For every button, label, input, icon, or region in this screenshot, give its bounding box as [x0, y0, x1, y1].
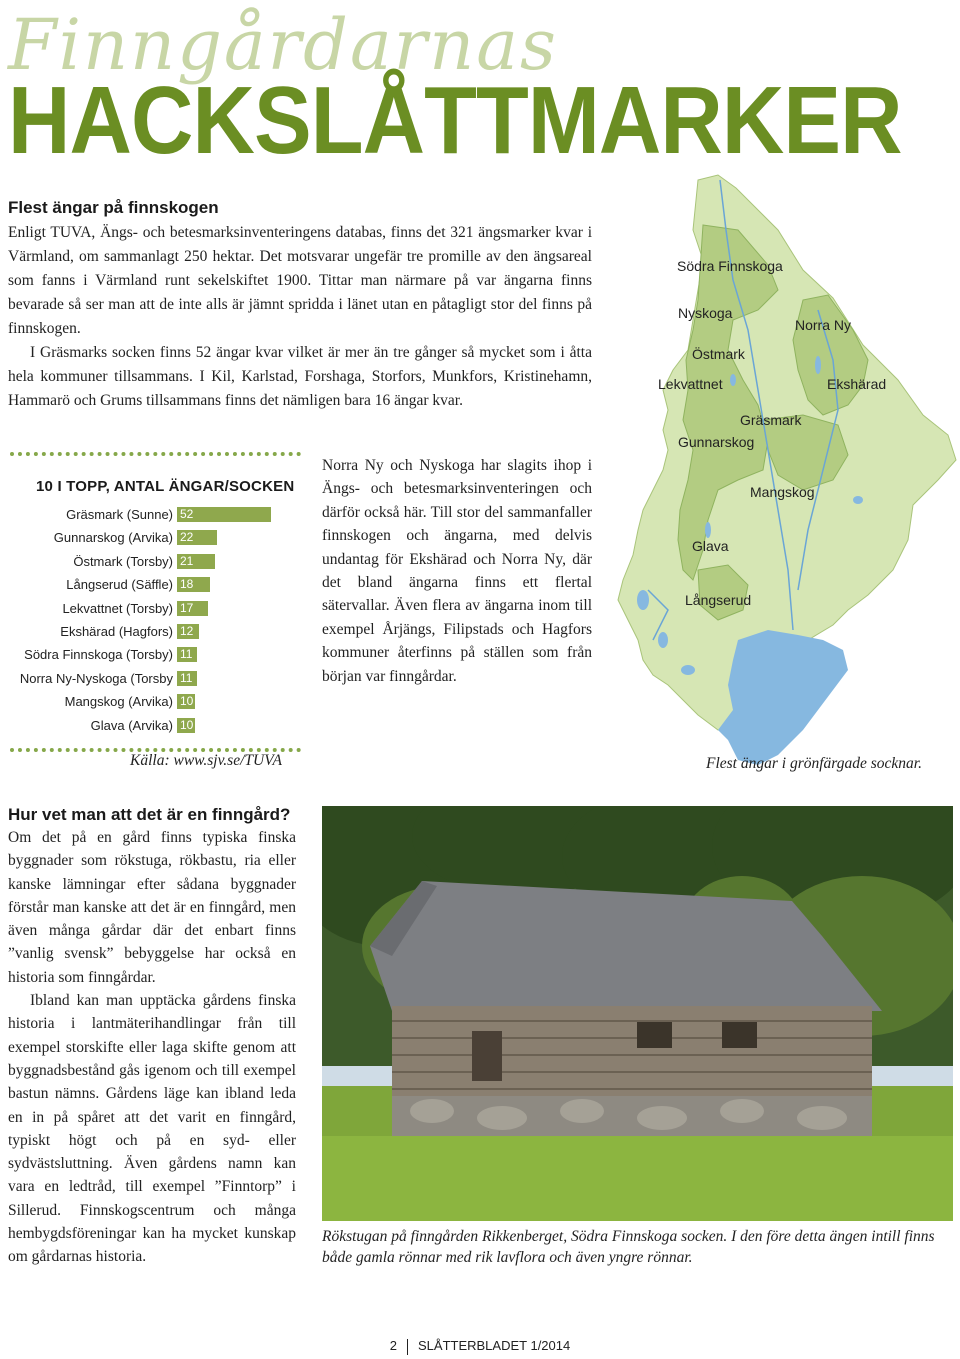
bar-track — [177, 554, 271, 569]
bar — [177, 577, 210, 592]
bar-row — [0, 623, 300, 641]
map-label-ostmark: Östmark — [692, 346, 745, 362]
intro-body — [8, 221, 592, 413]
map-label-langserud: Långserud — [685, 592, 752, 608]
bar-track — [177, 671, 271, 686]
bar-row — [0, 576, 300, 594]
rokstuga-photo — [322, 806, 953, 1221]
map-label-gunnarskog: Gunnarskog — [678, 434, 755, 450]
map-graphic — [608, 170, 960, 770]
bar-label: Östmark (Torsby) — [73, 553, 173, 569]
map-label-mangskog: Mangskog — [750, 484, 815, 500]
top10-bar-chart — [0, 506, 300, 738]
bar — [177, 694, 195, 709]
intro-paragraph: Enligt TUVA, Ängs- och betesmarksinventeringens databas, finns det 321 ängsmarker kvar i Värmland, om sammanlagt 250 hektar. Det motsvarar ungefär tre promille av den ängsareal som fanns i Värmland runt sekelskiftet 1900. Tittar man närmare på var ängarna finns bevarade så ser man att de inte alls är jämnt spridda i länet utan en påtagligt stor del finns på finnskogen. — [8, 224, 592, 337]
page-footer — [0, 1338, 960, 1355]
photo-caption: Rökstugan på finngården Rikkenberget, Södra Finnskoga socken. I den före detta ängen intill finns både gamla rönnar med rik lavflora och även yngre rönnar. — [322, 1228, 935, 1266]
map-label-eksharad: Ekshärad — [827, 376, 887, 392]
bar-label: Gräsmark (Sunne) — [66, 507, 173, 522]
bar-label: Gunnarskog (Arvika) — [53, 530, 173, 546]
finngard-heading: Hur vet man att det är en finngård? — [8, 805, 291, 824]
bar-label: Södra Finnskoga (Torsby) — [24, 647, 173, 663]
bar-row — [0, 529, 300, 547]
bar-row — [0, 646, 300, 664]
bar-track — [177, 694, 271, 709]
top10-source: Källa: www.sjv.se/TUVA — [130, 752, 282, 769]
bar-value-label: 18 — [180, 577, 194, 592]
finngard-body — [8, 826, 296, 1269]
bar-label: Långserud (Säffle) — [66, 577, 173, 593]
bar-track — [177, 577, 271, 592]
bar-row — [0, 553, 300, 571]
bar-row — [0, 693, 300, 711]
bar — [177, 647, 197, 662]
bar-row — [0, 717, 300, 735]
map-label-lekvattnet: Lekvattnet — [658, 376, 723, 392]
photo-illustration — [322, 806, 953, 1221]
map-label-norra-ny: Norra Ny — [795, 317, 852, 333]
bar-label: Lekvattnet (Torsby) — [62, 600, 173, 616]
map-label-glava: Glava — [692, 538, 729, 554]
middle-text: Norra Ny och Nyskoga har slagits ihop i Ängs- och betesmarksinventeringen och därför också här. Till stor del sammanfaller finnskogen och ängarna, med delvis undantag för Ekshärad och Norra Ny, där det bland ängarna finns ett flertal sätervallar. Även flera av ängarna inom till exempel Årjängs, Filipstads och Hagfors kommuner återfinns på ställen som från början var finngårdar. — [322, 457, 592, 685]
bar-label: Norra Ny-Nyskoga (Torsby — [19, 670, 173, 686]
bar-track — [177, 507, 271, 522]
bar-track — [177, 601, 271, 616]
bar — [177, 718, 195, 733]
kicker-title: Finngårdarnas — [8, 4, 558, 86]
bar-value-label: 22 — [180, 530, 194, 545]
bar-row — [0, 670, 300, 688]
page-title: HACKSLÅTTMARKER — [8, 67, 902, 174]
footer-divider — [407, 1339, 408, 1355]
bar-label: Glava (Arvika) — [90, 717, 173, 733]
map-caption: Flest ängar i grönfärgade socknar. — [706, 755, 922, 772]
varmland-map — [608, 170, 960, 770]
bar-label: Ekshärad (Hagfors) — [60, 624, 173, 639]
bar — [177, 530, 217, 545]
intro-section — [8, 197, 592, 413]
bar-row — [0, 600, 300, 618]
bar — [177, 601, 208, 616]
top10-title: 10 I TOPP, ANTAL ÄNGAR/SOCKEN — [36, 478, 295, 495]
map-label-nyskoga: Nyskoga — [678, 305, 733, 321]
bar — [177, 671, 197, 686]
bar-value-label: 12 — [180, 624, 194, 638]
bar-track — [177, 718, 271, 733]
finngard-paragraph: Ibland kan man upptäcka gårdens finska historia i lantmäterihandlingar från till exempel storskifte eller laga skifte genom att byggnadsbestånd gås igenom och till exempel bastun nämns. Gårdens läge kan ibland leda en in på spåret att det varit en finngård, typiskt högt och på en syd- eller sydvästsluttning. Även gårdens namn kan vara en ledtråd, till exempel ”Finntorp” i Sillerud. Finnskogscentrum och många hembygdsföreningar kan ha mycket kunskap om gårdarnas historia. — [8, 992, 296, 1266]
bar-track — [177, 647, 271, 662]
publication-name: SLÅTTERBLADET 1/2014 — [418, 1338, 571, 1353]
bar-track — [177, 624, 271, 639]
finngard-section — [8, 804, 296, 1269]
map-label-grasmark: Gräsmark — [740, 412, 802, 428]
page-number: 2 — [389, 1338, 397, 1353]
bar-value-label: 11 — [180, 670, 193, 685]
bar-value-label: 10 — [180, 694, 194, 709]
bar-value-label: 21 — [180, 553, 194, 568]
finngard-paragraph: Om det på en gård finns typiska finska byggnader som rökstuga, rökbastu, ria eller kanske lämningar efter sådana byggnader förstår man kanske att det är en finngård, men även många gårdar där det enbart finns ”vanlig svensk” bebyggelse har också en historia som finngårdar. — [8, 829, 296, 986]
bar-value-label: 10 — [180, 717, 194, 732]
map-lake-vanern — [718, 630, 848, 765]
bar-track — [177, 530, 271, 545]
bar — [177, 507, 271, 522]
intro-heading: Flest ängar på finnskogen — [8, 198, 219, 217]
bar-value-label: 11 — [180, 647, 193, 662]
map-label-sodra-finnskoga: Södra Finnskoga — [677, 258, 783, 274]
bar-value-label: 52 — [180, 507, 194, 521]
bar-label: Mangskog (Arvika) — [64, 694, 173, 710]
bar-value-label: 17 — [180, 600, 194, 615]
bar — [177, 554, 215, 569]
bar — [177, 624, 199, 639]
bar-row — [0, 506, 300, 524]
intro-paragraph: I Gräsmarks socken finns 52 ängar kvar vilket är mer än tre gånger så mycket som i åtta hela kommuner tillsammans. I Kil, Karlstad, Forshaga, Storfors, Munkfors, Kristinehamn, Hammarö och Grums tillsammans finns det nämligen bara 16 ängar kvar. — [8, 344, 592, 409]
